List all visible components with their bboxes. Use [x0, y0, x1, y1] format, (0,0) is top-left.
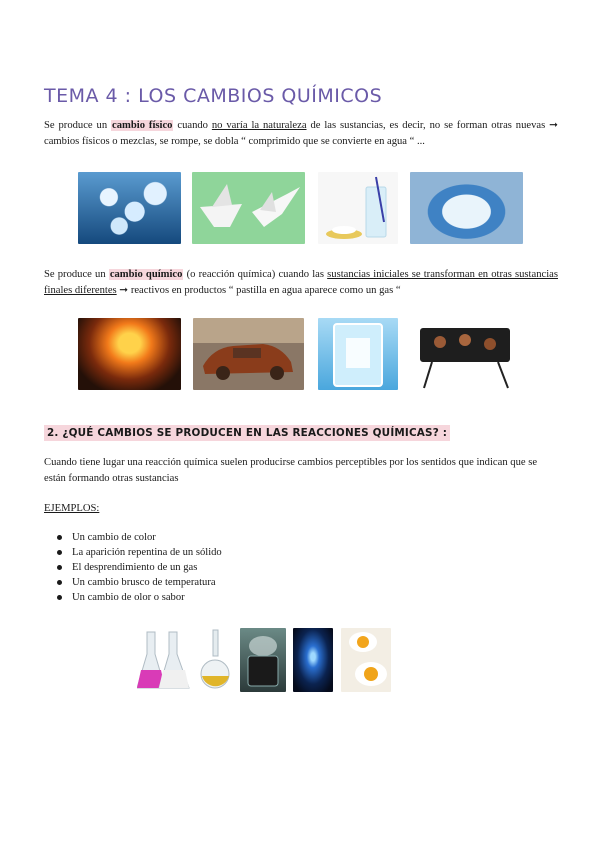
fried-eggs-image [341, 628, 391, 692]
list-item: Un cambio de olor o sabor [44, 590, 222, 605]
physical-change-term: cambio físico [112, 120, 173, 131]
fried-eggs-drawing [341, 628, 391, 692]
burning-wood-image [78, 318, 181, 390]
section-intro: Cuando tiene lugar una reacción química suelen producirse cambios perceptibles por los sentidos que indican que se están formando otras sustancias [44, 457, 538, 484]
examples-label: EJEMPLOS: [44, 503, 100, 514]
smoking-beaker-drawing [240, 628, 286, 692]
rusted-car-image [193, 318, 304, 390]
bullet-icon [57, 565, 62, 570]
chemical-change-paragraph: Se produce un cambio químico (o reacción química) cuando las sustancias iniciales se transforman en otras sustancias finales diferentes ➞ reactivos en productos “ pastilla en agua aparece como un gas “ [44, 269, 558, 296]
physical-change-paragraph: Se produce un cambio físico cuando no varía la naturaleza de las sustancias, es decir, no se forman otras nuevas ➞ cambios físicos o mezclas, se rompe, se dobla “ comprimido que se convierte en agua “ ... [44, 120, 559, 147]
ice-cubes-image [78, 172, 181, 244]
pink-flasks-drawing [137, 628, 192, 692]
physical-change-condition: no varía la naturaleza [211, 120, 307, 131]
blue-flame-image [293, 628, 333, 692]
smoking-beaker-image [240, 628, 286, 692]
section-heading: 2. ¿QUÉ CAMBIOS SE PRODUCEN EN LAS REACCIONES QUÍMICAS? : [44, 425, 450, 441]
list-item: Un cambio brusco de temperatura [44, 575, 222, 590]
bullet-icon [57, 550, 62, 555]
pink-flasks-image [137, 628, 192, 692]
effervescent-tablet-image [318, 318, 398, 390]
chemical-change-condition: sustancias iniciales se transforman en otras sustancias finales diferentes [44, 269, 558, 296]
paper-figures-drawing [192, 172, 305, 244]
barbecue-grill-image [410, 318, 520, 390]
chemical-change-term: cambio químico [109, 269, 183, 280]
paper-boat-and-crane-image [192, 172, 305, 244]
yellow-flask-image [198, 628, 233, 692]
list-item: El desprendimiento de un gas [44, 560, 222, 575]
list-item: Un cambio de color [44, 530, 222, 545]
grill-drawing [410, 318, 520, 390]
bullet-icon [57, 535, 62, 540]
salt-dissolving-image [318, 172, 398, 244]
examples-list [44, 530, 222, 605]
page-title: TEMA 4 : LOS CAMBIOS QUÍMICOS [44, 84, 383, 107]
glass-and-salt-drawing [318, 172, 398, 244]
broken-plate-image [410, 172, 523, 244]
list-item: La aparición repentina de un sólido [44, 545, 222, 560]
yellow-flask-drawing [198, 628, 233, 692]
rusted-car-drawing [193, 318, 304, 390]
bullet-icon [57, 580, 62, 585]
glass-with-tablet-drawing [318, 318, 398, 390]
bullet-icon [57, 595, 62, 600]
